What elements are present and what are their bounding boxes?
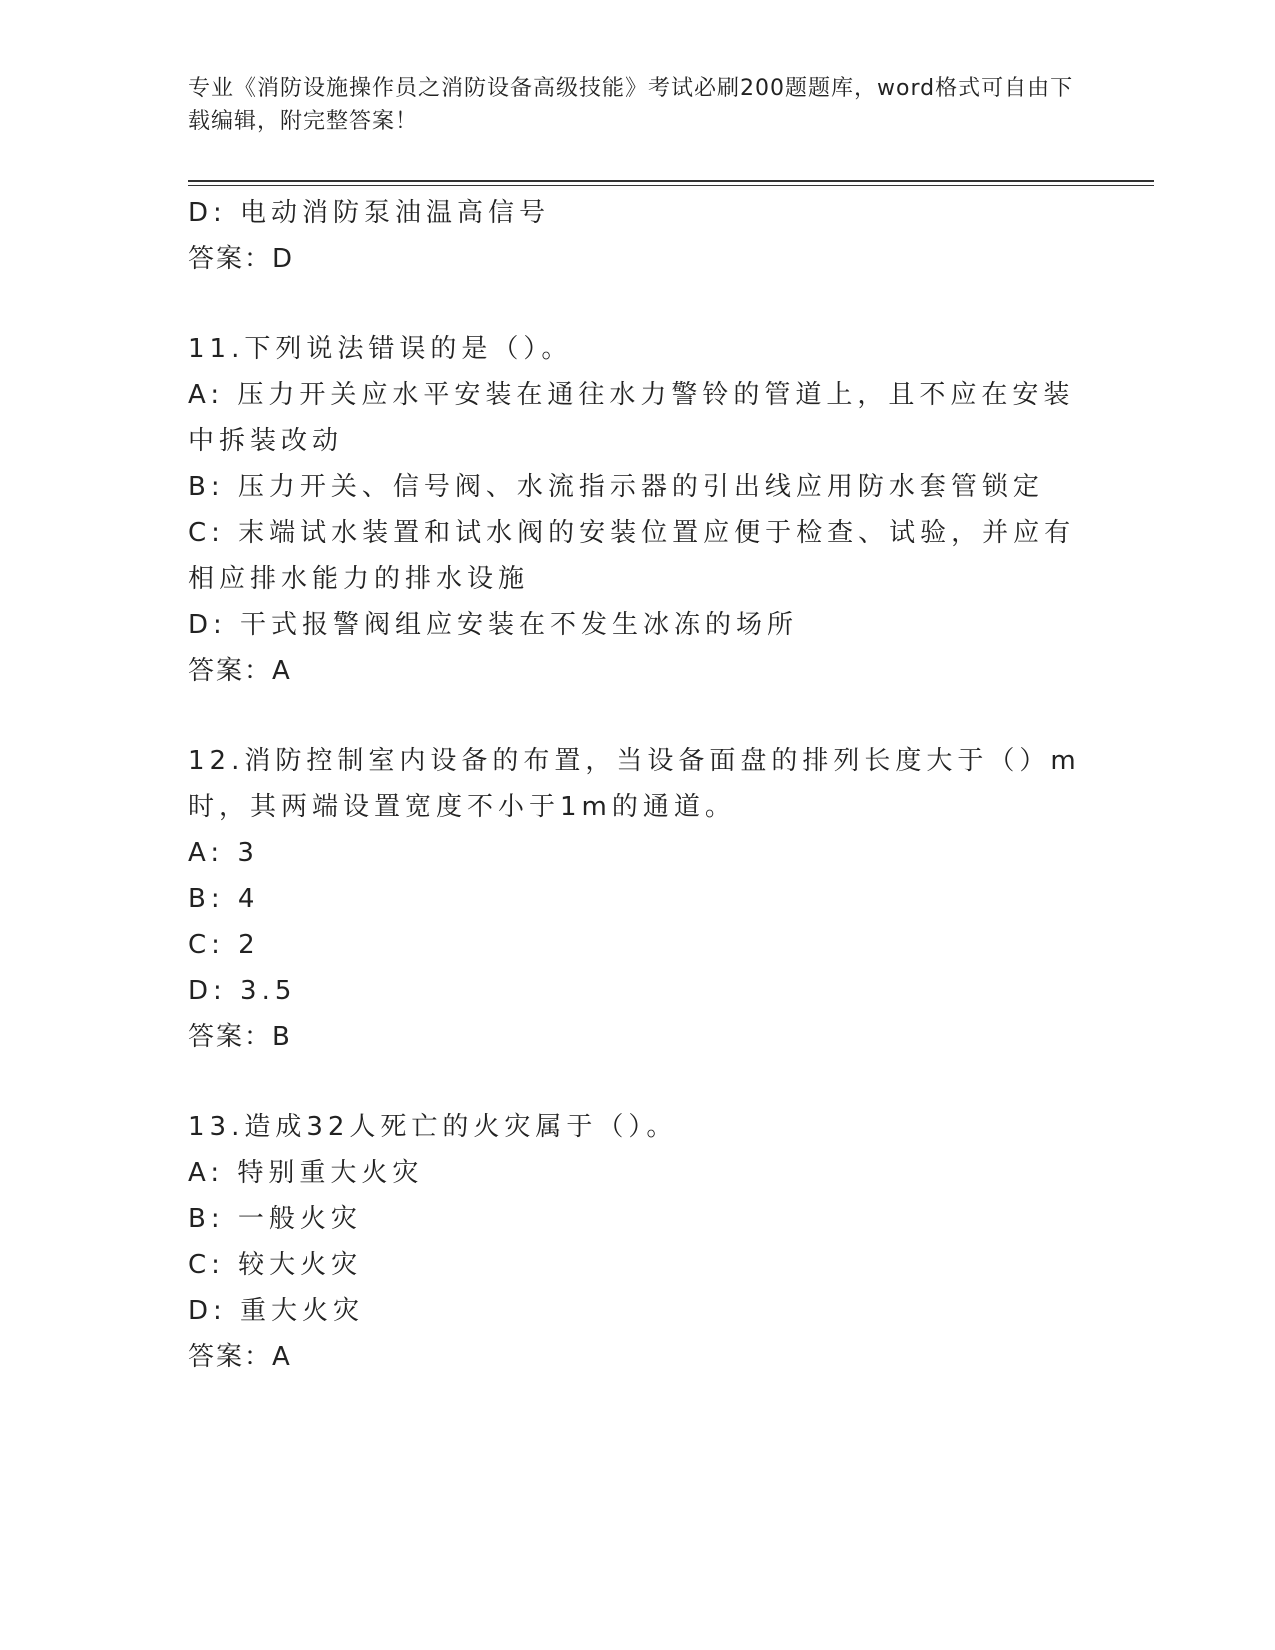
option-d: D: 3.5: [188, 976, 297, 1006]
option-a: A: 3: [188, 838, 259, 868]
option-a: A: 特别重大火灾: [188, 1158, 424, 1188]
option-b: B: 4: [188, 884, 260, 914]
option-c: C: 较大火灾: [188, 1250, 363, 1280]
question-13: [188, 1104, 1088, 1380]
option-d: D: 电动消防泵油温高信号: [188, 198, 551, 228]
previous-question-tail: [188, 190, 1088, 282]
option-c: C: 末端试水装置和试水阀的安装位置应便于检查、试验，并应有相应排水能力的排水设施: [188, 518, 1076, 594]
question-stem: 12.消防控制室内设备的布置，当设备面盘的排列长度大于（）m时，其两端设置宽度不小于1m的通道。: [188, 746, 1081, 822]
option-b: B: 一般火灾: [188, 1204, 362, 1234]
question-stem: 13.造成32人死亡的火灾属于（）。: [188, 1112, 678, 1142]
header-divider: [188, 180, 1154, 186]
question-12: [188, 738, 1088, 1060]
option-b: B: 压力开关、信号阀、水流指示器的引出线应用防水套管锁定: [188, 472, 1044, 502]
option-a: A: 压力开关应水平安装在通往水力警铃的管道上，且不应在安装中拆装改动: [188, 380, 1075, 456]
question-stem: 11.下列说法错误的是（）。: [188, 334, 573, 364]
option-c: C: 2: [188, 930, 260, 960]
option-d: D: 重大火灾: [188, 1296, 365, 1326]
answer-line: 答案：D: [188, 244, 295, 274]
answer-line: 答案：A: [188, 656, 292, 686]
document-header: 专业《消防设施操作员之消防设备高级技能》考试必刷200题题库，word格式可自由下载编辑，附完整答案！: [188, 76, 1074, 134]
answer-line: 答案：A: [188, 1342, 292, 1372]
option-d: D: 干式报警阀组应安装在不发生冰冻的场所: [188, 610, 799, 640]
question-11: [188, 326, 1088, 694]
document-body: [188, 190, 1088, 1380]
answer-line: 答案：B: [188, 1022, 292, 1052]
